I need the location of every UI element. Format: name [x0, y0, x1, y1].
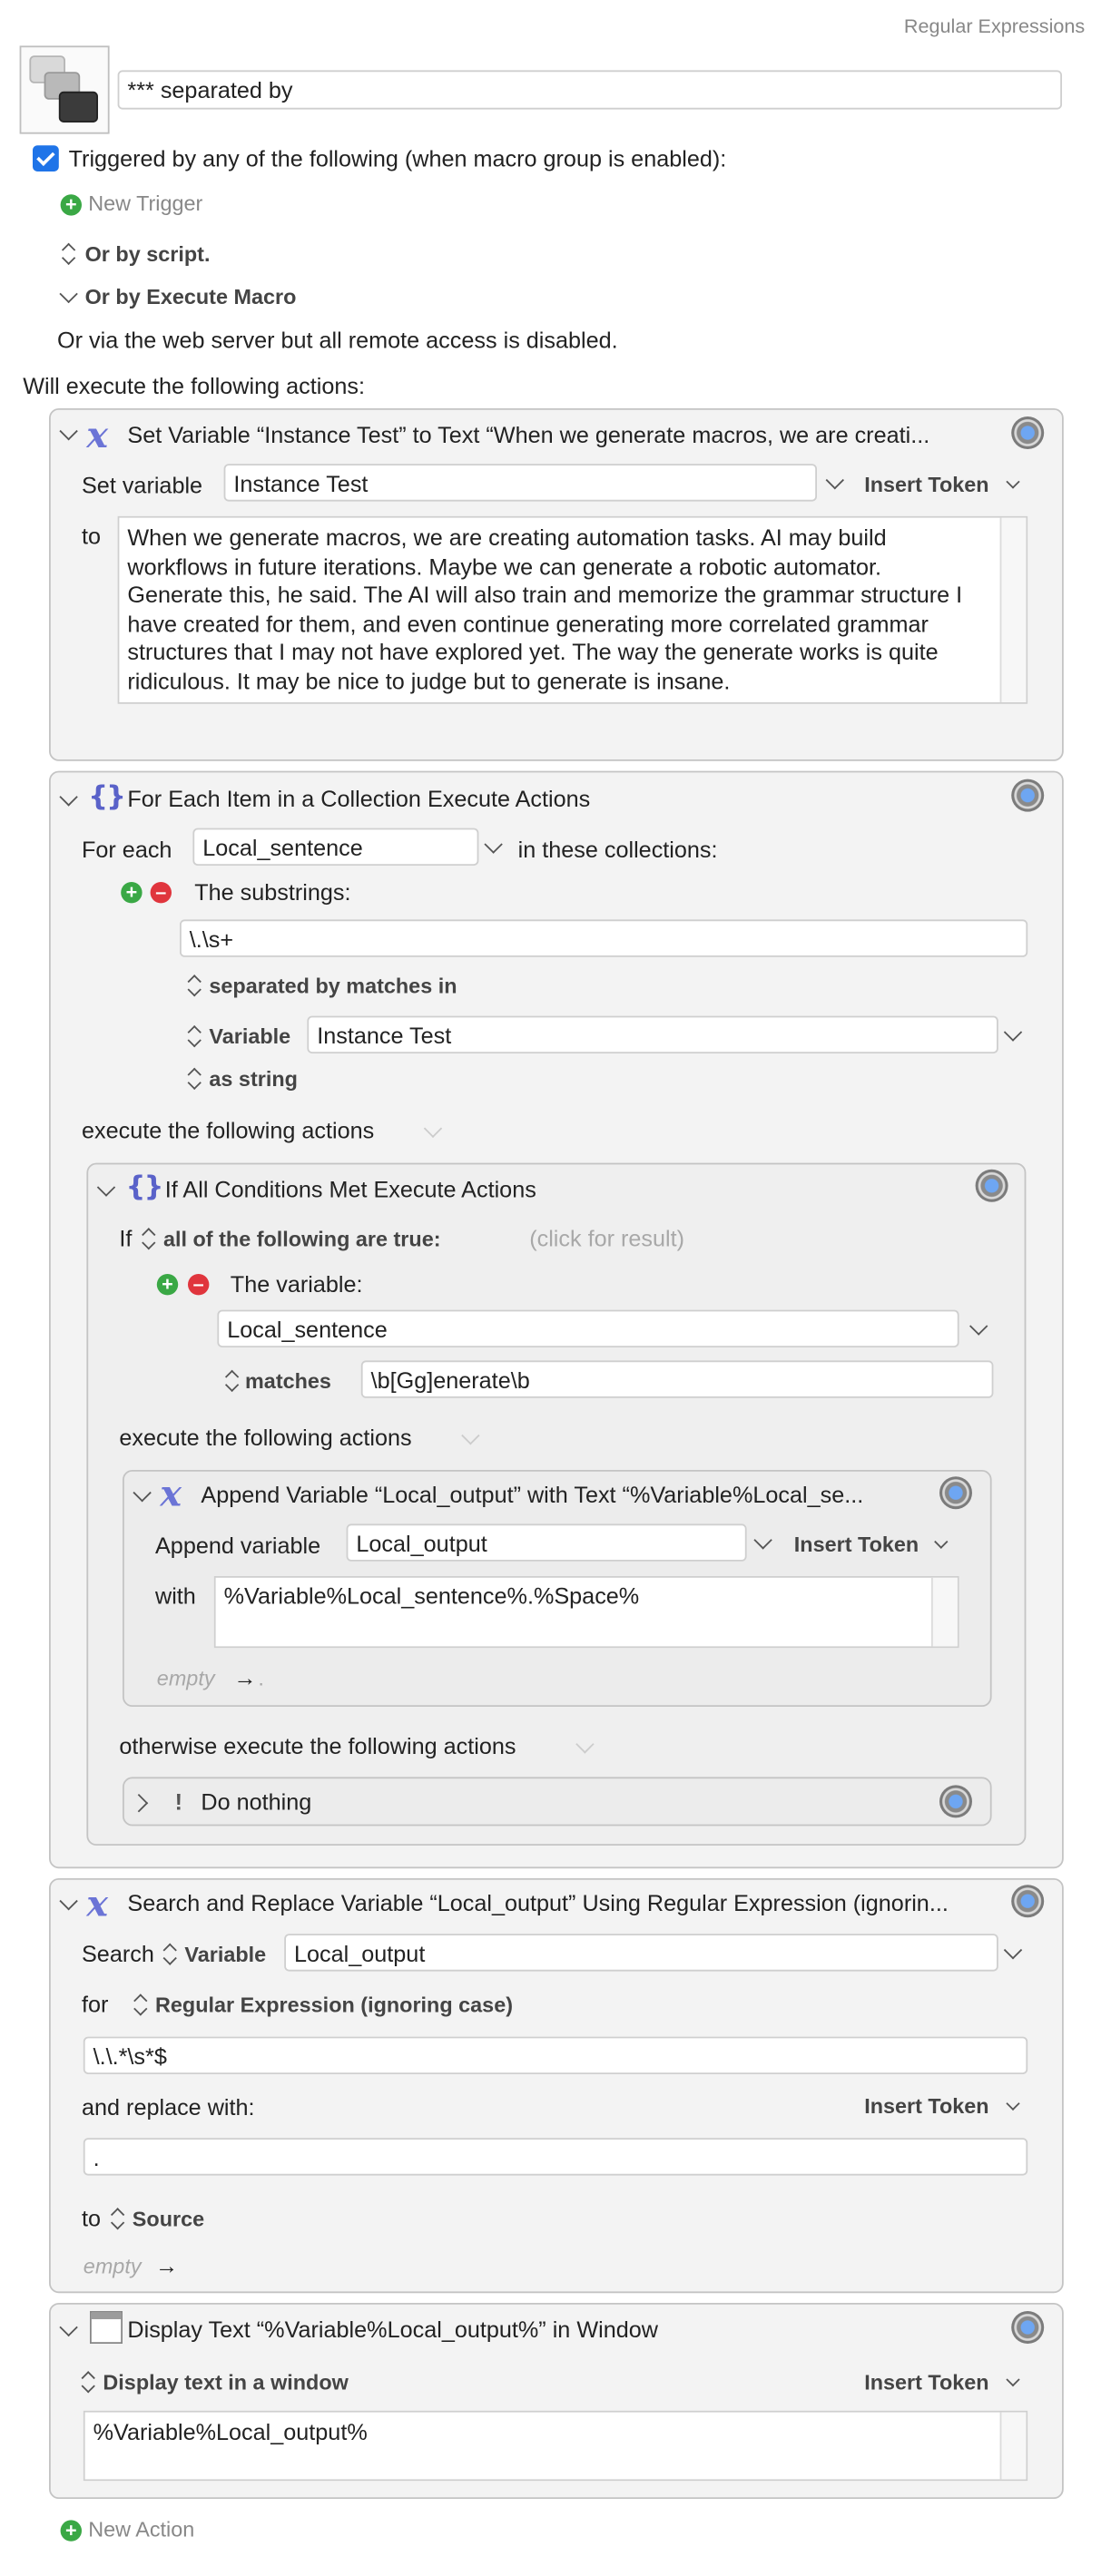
- replace-label: and replace with:: [82, 2093, 255, 2121]
- to-label: to: [82, 523, 102, 549]
- action-do-nothing[interactable]: [123, 1777, 992, 1826]
- empty-result: .: [258, 1666, 264, 1690]
- display-mode-popup[interactable]: Display text in a window: [103, 2369, 349, 2395]
- as-string-popup[interactable]: as string: [209, 1066, 298, 1092]
- append-variable-field[interactable]: Local_output: [347, 1523, 747, 1561]
- action-title[interactable]: If All Conditions Met Execute Actions: [164, 1176, 536, 1202]
- action-title[interactable]: For Each Item in a Collection Execute Actions: [127, 785, 591, 812]
- action-title[interactable]: Search and Replace Variable “Local_output” Using Regular Expression (ignorin...: [127, 1889, 949, 1916]
- insert-token-button[interactable]: Insert Token: [864, 2369, 989, 2395]
- search-source-popup[interactable]: Variable: [184, 1942, 267, 1967]
- collapse-chevron-icon[interactable]: [59, 2318, 77, 2336]
- click-for-result[interactable]: (click for result): [529, 1225, 685, 1251]
- chevron-down-icon: [1006, 2097, 1019, 2111]
- search-pattern-field[interactable]: \.\.*\s*$: [84, 2037, 1027, 2074]
- expand-chevron-icon[interactable]: [130, 1794, 148, 1812]
- macro-group-label: Regular Expressions: [903, 15, 1086, 38]
- source-type-popup[interactable]: Variable: [209, 1024, 291, 1049]
- append-variable-label: Append variable: [155, 1532, 321, 1559]
- updown-icon: [111, 2209, 123, 2229]
- the-variable-label: The variable:: [230, 1270, 363, 1298]
- separated-by-popup[interactable]: separated by matches in: [209, 973, 457, 998]
- action-title[interactable]: Set Variable “Instance Test” to Text “When we generate macros, we are creati...: [127, 421, 930, 448]
- append-text-area[interactable]: [214, 1576, 959, 1648]
- in-collections-label: in these collections:: [517, 836, 718, 863]
- actions-heading: Will execute the following actions:: [23, 372, 365, 399]
- action-title[interactable]: Do nothing: [201, 1788, 312, 1815]
- braces-icon: {}: [88, 780, 125, 814]
- substrings-label: The substrings:: [194, 878, 351, 906]
- loop-variable-field[interactable]: Local_sentence: [192, 828, 478, 866]
- search-variable-field[interactable]: Local_output: [284, 1934, 998, 1971]
- variable-menu-chevron-icon[interactable]: [826, 471, 844, 489]
- arrow-right-icon: →: [155, 2252, 179, 2278]
- variable-menu-chevron-icon[interactable]: [484, 835, 502, 853]
- window-icon: [90, 2311, 123, 2344]
- collapse-chevron-icon[interactable]: [59, 788, 77, 806]
- variable-menu-chevron-icon[interactable]: [969, 1317, 988, 1335]
- match-type-popup[interactable]: matches: [245, 1368, 331, 1394]
- variable-x-icon: x: [160, 1473, 182, 1516]
- gear-icon[interactable]: [1011, 2311, 1044, 2344]
- append-text: %Variable%Local_sentence%.%Space%: [223, 1582, 640, 1609]
- text-area-content: When we generate macros, we are creating automation tasks. AI may build workflows in future iterations. Maybe we can generate a robotic automator. Generate this, he said. The AI will also train and memorize the grammar structure I have created for them, and even continue generating more correlated grammar structures that I may not have explored yet. The way the generate works is quite ridiculous. It may be nice to judge but to generate is insane.: [127, 524, 963, 694]
- collapse-chevron-icon[interactable]: [59, 422, 77, 440]
- execute-label: execute the following actions: [82, 1117, 375, 1143]
- gear-icon[interactable]: [939, 1785, 972, 1817]
- macro-icon-well[interactable]: [20, 45, 110, 133]
- set-variable-label: Set variable: [82, 472, 203, 498]
- braces-icon: {}: [125, 1170, 162, 1204]
- action-search-replace[interactable]: [49, 1878, 1064, 2293]
- updown-icon: [134, 1994, 147, 2015]
- destination-popup[interactable]: Source: [132, 2206, 205, 2231]
- updown-icon: [163, 1944, 176, 1964]
- action-set-variable[interactable]: [49, 408, 1064, 761]
- source-variable-field[interactable]: Instance Test: [307, 1016, 998, 1053]
- chevron-down-icon: [934, 1535, 948, 1549]
- action-title[interactable]: Display Text “%Variable%Local_output%” in Window: [127, 2316, 658, 2343]
- empty-label: empty: [83, 2254, 142, 2278]
- variable-name-field[interactable]: Instance Test: [224, 464, 817, 501]
- insert-token-button[interactable]: Insert Token: [864, 2093, 989, 2119]
- collapse-chevron-icon[interactable]: [59, 1892, 77, 1910]
- gear-icon[interactable]: [939, 1476, 972, 1509]
- to-label: to: [82, 2205, 102, 2231]
- gear-icon[interactable]: [1011, 1885, 1044, 1917]
- action-display-text[interactable]: [49, 2303, 1064, 2499]
- insert-token-button[interactable]: Insert Token: [864, 472, 989, 497]
- updown-icon: [62, 243, 74, 264]
- chevron-down-icon: [1006, 475, 1019, 488]
- trigger-label: Triggered by any of the following (when macro group is enabled):: [68, 145, 727, 171]
- chevron-down-icon[interactable]: [424, 1120, 442, 1138]
- chevron-down-icon[interactable]: [575, 1735, 594, 1753]
- new-action-button[interactable]: New Action: [88, 2516, 195, 2542]
- trigger-checkbox[interactable]: [33, 145, 59, 171]
- web-server-note: Or via the web server but all remote access is disabled.: [57, 327, 618, 353]
- add-collection-icon[interactable]: +: [121, 882, 142, 903]
- execute-label: execute the following actions: [119, 1424, 412, 1451]
- updown-icon: [225, 1370, 238, 1391]
- replacement-field[interactable]: .: [84, 2138, 1027, 2175]
- condition-variable-field[interactable]: Local_sentence: [217, 1310, 959, 1347]
- text-area[interactable]: [118, 516, 1028, 704]
- updown-icon: [188, 1025, 201, 1046]
- variable-menu-chevron-icon[interactable]: [1004, 1941, 1022, 1959]
- add-icon[interactable]: +: [61, 2520, 82, 2541]
- variable-menu-chevron-icon[interactable]: [1004, 1023, 1022, 1041]
- match-pattern-field[interactable]: \b[Gg]enerate\b: [361, 1360, 994, 1397]
- action-append-variable[interactable]: [123, 1470, 992, 1707]
- add-condition-icon[interactable]: +: [157, 1274, 178, 1295]
- exclamation-icon: !: [174, 1788, 183, 1815]
- empty-label: empty: [156, 1666, 215, 1690]
- action-title[interactable]: Append Variable “Local_output” with Text “%Variable%Local_se...: [201, 1481, 864, 1508]
- or-by-script-toggle[interactable]: Or by script.: [84, 241, 211, 267]
- remove-condition-icon[interactable]: –: [188, 1274, 209, 1295]
- updown-icon: [143, 1229, 155, 1249]
- search-mode-popup[interactable]: Regular Expression (ignoring case): [155, 1993, 514, 2017]
- text-area-scrollbar[interactable]: [931, 1578, 958, 1647]
- macro-name-field[interactable]: *** separated by: [118, 70, 1062, 109]
- action-if-conditions[interactable]: [86, 1163, 1026, 1846]
- action-for-each[interactable]: [49, 771, 1064, 1869]
- gear-icon[interactable]: [1011, 416, 1044, 449]
- add-icon[interactable]: +: [61, 194, 82, 215]
- otherwise-label: otherwise execute the following actions: [119, 1732, 516, 1759]
- chevron-down-icon: [1006, 2373, 1019, 2386]
- collapse-chevron-icon[interactable]: [133, 1484, 151, 1502]
- arrow-right-icon: →: [233, 1664, 257, 1690]
- with-label: with: [155, 1582, 196, 1609]
- display-text: %Variable%Local_output%: [93, 2418, 368, 2445]
- variable-x-icon: x: [86, 1883, 109, 1926]
- chevron-down-icon[interactable]: [59, 285, 77, 303]
- text-area-scrollbar[interactable]: [1000, 518, 1027, 702]
- updown-icon: [82, 2372, 94, 2393]
- regex-pattern-field[interactable]: \.\s+: [180, 919, 1027, 956]
- for-each-label: For each: [82, 836, 172, 863]
- gear-icon[interactable]: [976, 1170, 1008, 1202]
- text-area-scrollbar[interactable]: [1000, 2413, 1027, 2480]
- insert-token-button[interactable]: Insert Token: [793, 1532, 919, 1557]
- or-by-execute-macro-toggle[interactable]: Or by Execute Macro: [84, 284, 297, 309]
- variable-menu-chevron-icon[interactable]: [753, 1531, 772, 1549]
- remove-collection-icon[interactable]: –: [151, 882, 172, 903]
- variable-x-icon: x: [86, 415, 109, 457]
- updown-icon: [188, 1068, 201, 1089]
- updown-icon: [188, 975, 201, 996]
- collapse-chevron-icon[interactable]: [97, 1178, 115, 1196]
- for-label: for: [82, 1991, 109, 2017]
- search-label: Search: [82, 1940, 154, 1967]
- display-text-area[interactable]: [84, 2411, 1027, 2481]
- if-label: If: [119, 1225, 133, 1251]
- gear-icon[interactable]: [1011, 779, 1044, 812]
- chevron-down-icon[interactable]: [461, 1426, 479, 1445]
- condition-mode-popup[interactable]: all of the following are true:: [163, 1226, 441, 1251]
- new-trigger-button[interactable]: New Trigger: [88, 191, 203, 216]
- checkmark-icon: [36, 148, 54, 166]
